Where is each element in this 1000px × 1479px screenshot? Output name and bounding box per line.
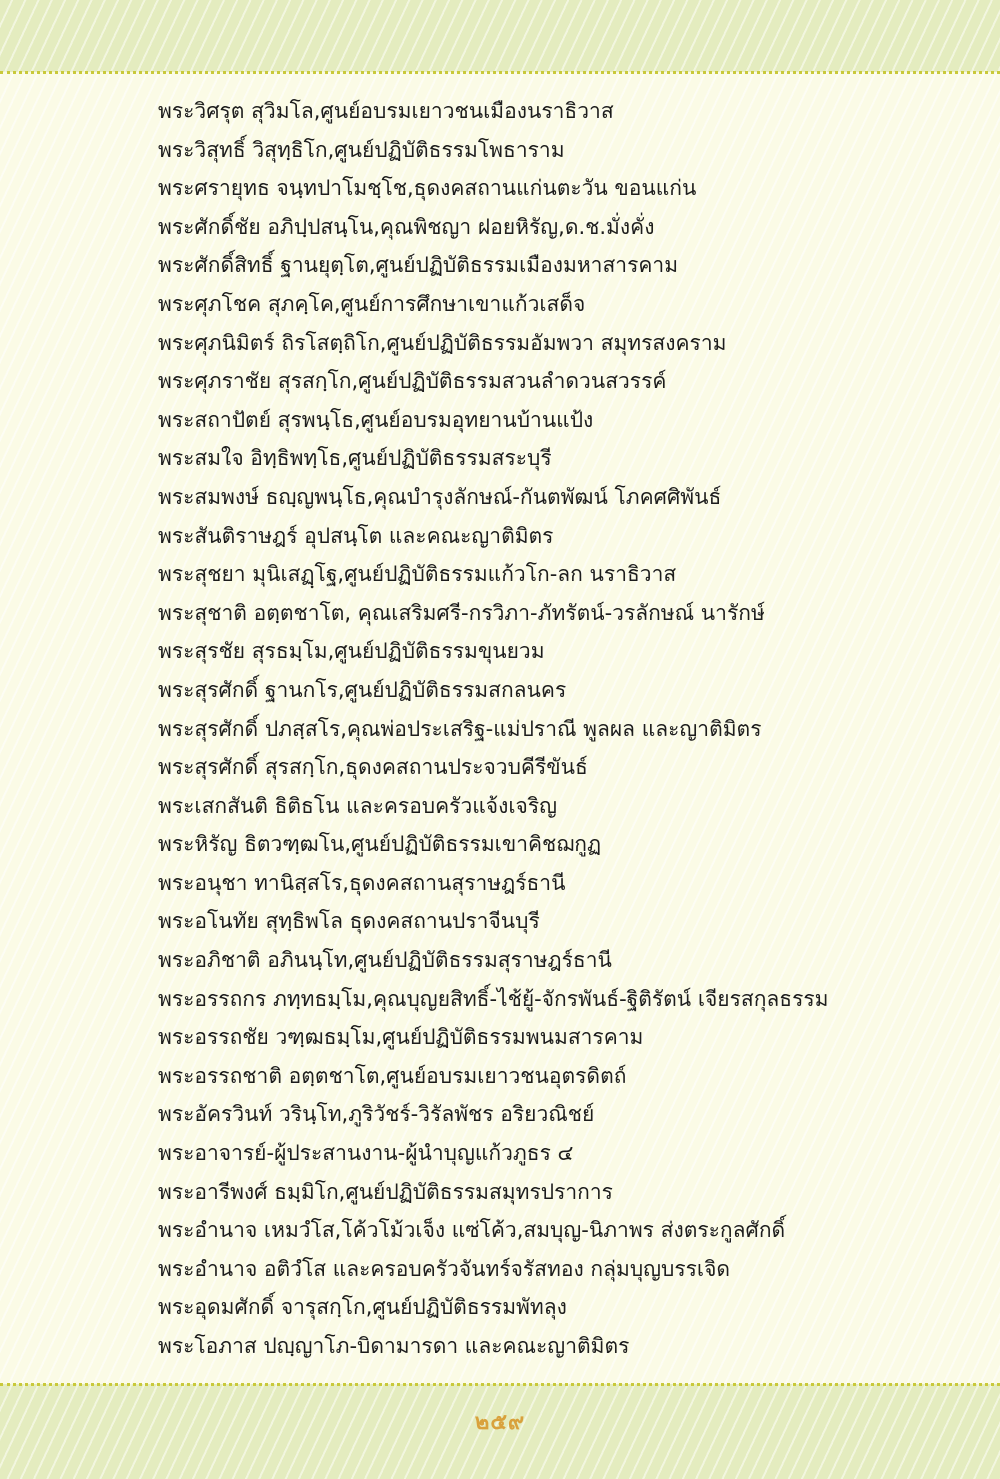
list-item: พระศุภราชัย สุรสกฺโก,ศูนย์ปฏิบัติธรรมสวนลำดวนสวรรค์ [158,369,667,394]
top-dotted-divider [0,71,1000,74]
list-item: พระสุชยา มุนิเสฏฺโฐ,ศูนย์ปฏิบัติธรรมแก้วโก-ลก นราธิวาส [158,562,677,587]
list-item: พระโอภาส ปญฺญาโภ-บิดามารดา และคณะญาติมิตร [158,1334,630,1358]
list-item: พระวิศรุต สุวิมโล,ศูนย์อบรมเยาวชนเมืองนราธิวาส [158,99,614,123]
list-item: พระอโนทัย สุทฺธิพโล ธุดงคสถานปราจีนบุรี [158,909,540,934]
list-item: พระอัครวินท์ วรินฺโท,ภูริวัชร์-วิรัลพัชร อริยวณิชย์ [158,1102,595,1127]
list-item: พระอรรถกร ภทฺทธมฺโม,คุณบุญยสิทธิ์-ไช้ยู้-จักรพันธ์-ฐิติรัตน์ เจียรสกุลธรรม [158,986,829,1011]
list-item: พระศรายุทธ จนฺทปาโมชฺโช,ธุดงคสถานแก่นตะวัน ขอนแก่น [158,176,697,201]
donor-name-list [158,92,958,1366]
list-item: พระอุดมศักดิ์ จารุสกฺโก,ศูนย์ปฏิบัติธรรมพัทลุง [158,1295,567,1320]
list-item: พระอารีพงศ์ ธมฺมิโก,ศูนย์ปฏิบัติธรรมสมุทรปราการ [158,1179,613,1204]
list-item: พระเสกสันติ ธิติธโน และครอบครัวแจ้งเจริญ [158,793,557,818]
list-item: พระหิรัญ ธิตวฑฺฒโน,ศูนย์ปฏิบัติธรรมเขาคิชฌกูฏ [158,832,602,857]
list-item: พระศุภนิมิตร์ ถิรโสตฺถิโก,ศูนย์ปฏิบัติธรรมอัมพวา สมุทรสงคราม [158,330,727,355]
list-item: พระอำนาจ อติวํโส และครอบครัวจันทร์จรัสทอง กลุ่มบุญบรรเจิด [158,1256,731,1281]
list-item: พระสุรชัย สุรธมฺโม,ศูนย์ปฏิบัติธรรมขุนยวม [158,639,545,664]
list-item: พระศุภโชค สุภคฺโค,ศูนย์การศึกษาเขาแก้วเสด็จ [158,291,586,316]
list-item: พระสถาปัตย์ สุรพนฺโธ,ศูนย์อบรมอุทยานบ้านแป้ง [158,407,594,432]
list-item: พระสมใจ อิทฺธิพทฺโธ,ศูนย์ปฏิบัติธรรมสระบุรี [158,446,552,471]
list-item: พระสมพงษ์ ธญฺญพนฺโธ,คุณบำรุงลักษณ์-กันตพัฒน์ โภคศศิพันธ์ [158,484,722,509]
bottom-dotted-divider [0,1383,1000,1386]
list-item: พระอนุชา ทานิสฺสโร,ธุดงคสถานสุราษฎร์ธานี [158,870,566,895]
list-item: พระอาจารย์-ผู้ประสานงาน-ผู้นำบุญแก้วภูธร ๔ [158,1141,574,1166]
page-number: ๒๕๙ [474,1410,526,1435]
list-item: พระสันติราษฎร์ อุปสนฺโต และคณะญาติมิตร [158,523,554,548]
list-item: พระวิสุทธิ์ วิสุทฺธิโก,ศูนย์ปฏิบัติธรรมโพธาราม [158,137,565,162]
list-item: พระอำนาจ เหมวํโส,โค้วโม้วเจ็ง แซ่โค้ว,สมบุญ-นิภาพร ส่งตระกูลศักดิ์ [158,1218,786,1243]
list-item: พระสุรศักดิ์ สุรสกฺโก,ธุดงคสถานประจวบคีรีขันธ์ [158,755,588,780]
list-item: พระสุชาติ อตฺตชาโต, คุณเสริมศรี-กรวิภา-ภัทรัตน์-วรลักษณ์ นารักษ์ [158,600,765,625]
list-item: พระอรรถชาติ อตฺตชาโต,ศูนย์อบรมเยาวชนอุตรดิตถ์ [158,1063,627,1088]
list-item: พระสุรศักดิ์ ปภสฺสโร,คุณพ่อประเสริฐ-แม่ปราณี พูลผล และญาติมิตร [158,716,762,741]
list-item: พระสุรศักดิ์ ฐานกโร,ศูนย์ปฏิบัติธรรมสกลนคร [158,677,567,702]
list-item: พระอรรถชัย วฑฺฒธมฺโม,ศูนย์ปฏิบัติธรรมพนมสารคาม [158,1025,644,1050]
top-decorative-band [0,0,1000,72]
list-item: พระอภิชาติ อภินนฺโท,ศูนย์ปฏิบัติธรรมสุราษฎร์ธานี [158,948,612,973]
list-item: พระศักดิ์ชัย อภิปฺปสนฺโน,คุณพิชญา ฝอยหิรัญ,ด.ช.มั่งคั่ง [158,214,655,239]
list-item: พระศักดิ์สิทธิ์ ฐานยุตฺโต,ศูนย์ปฏิบัติธรรมเมืองมหาสารคาม [158,253,679,278]
